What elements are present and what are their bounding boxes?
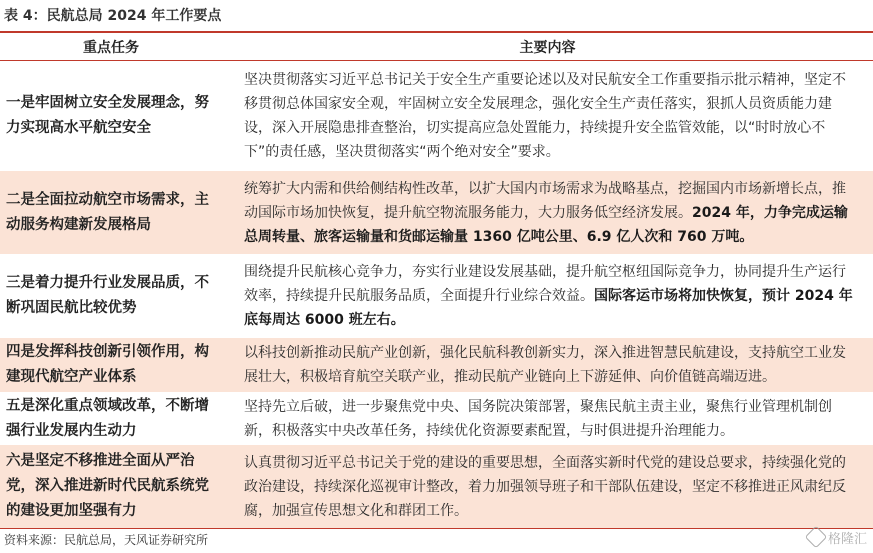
content-text: 坚持先立后破，进一步聚焦党中央、国务院决策部署，聚焦民航主责主业，聚焦行业管理机制创新，积极落实中央改革任务，持续优化资源要素配置，与时俱进提升治理能力。 (244, 398, 832, 439)
task-cell: 六是坚定不移推进全面从严治党，深入推进新时代民航系统党的建设更加坚强有力 (0, 445, 222, 528)
content-cell (222, 392, 873, 445)
bottom-rule (0, 528, 873, 529)
table-row (0, 392, 873, 445)
table-row (0, 171, 873, 254)
table-row (0, 254, 873, 338)
table-row (0, 338, 873, 392)
content-cell (222, 61, 873, 172)
header-task: 重点任务 (0, 34, 222, 61)
task-cell: 四是发挥科技创新引领作用，构建现代航空产业体系 (0, 338, 222, 392)
table-row (0, 61, 873, 172)
content-bold-text: 国际客运市场将加快恢复，预计 2024 年底每周达 6000 班左右。 (244, 288, 853, 328)
content-text: 围绕提升民航核心竞争力，夯实行业建设发展基础，提升航空枢纽国际竞争力，协同提升生产运行效率，持续提升民航服务品质，全面提升行业综合效益。 (244, 264, 846, 304)
task-cell: 五是深化重点领域改革，不断增强行业发展内生动力 (6, 397, 209, 439)
content-cell (222, 171, 873, 254)
content-text: 以科技创新推动民航产业创新，强化民航科教创新实力，深入推进智慧民航建设，支持航空工业发展壮大，积极培育航空关联产业，推动民航产业链向上下游延伸、向价值链高端迈进。 (244, 345, 846, 385)
watermark (808, 526, 867, 548)
content-cell (222, 338, 873, 392)
task-cell: 一是牢固树立安全发展理念，努力实现高水平航空安全 (6, 95, 209, 136)
top-rule (0, 31, 873, 33)
content-text: 统筹扩大内需和供给侧结构性改革，以扩大国内市场需求为战略基点，挖掘国内市场新增长点，推动国际市场加快恢复，提升航空物流服务能力，大力服务低空经济发展。 (244, 180, 846, 221)
work-points-table (0, 34, 873, 528)
header-row (0, 34, 873, 61)
content-text: 坚决贯彻落实习近平总书记关于安全生产重要论述以及对民航安全工作重要指示批示精神，坚定不移贯彻总体国家安全观，牢固树立安全发展理念，强化安全生产责任落实，狠抓人员资质能力建设，深入开展隐患排查整治，切实提高应急处置能力，持续提升安全监管效能，以“时时放心不下”的责任感，坚决贯彻落实“两个绝对安全”要求。 (244, 72, 846, 160)
header-content: 主要内容 (222, 34, 873, 61)
table-title: 表 4：民航总局 2024 年工作要点 (4, 8, 222, 24)
table-row (0, 445, 873, 528)
content-cell (222, 254, 873, 338)
content-bold-text: 2024 年，力争完成运输总周转量、旅客运输量和货邮运输量 1360 亿吨公里、6.9 亿人次和 760 万吨。 (244, 204, 848, 245)
task-cell: 二是全面拉动航空市场需求，主动服务构建新发展格局 (0, 171, 222, 254)
watermark-text: 格隆汇 (827, 531, 867, 547)
source-note: 资料来源：民航总局，天风证券研究所 (4, 533, 209, 547)
task-cell: 三是着力提升行业发展品质，不断巩固民航比较优势 (6, 275, 209, 316)
content-cell (222, 445, 873, 528)
content-text: 认真贯彻习近平总书记关于党的建设的重要思想，全面落实新时代党的建设总要求，持续强化党的政治建设，持续深化巡视审计整改，着力加强领导班子和干部队伍建设，坚定不移推进正风肃纪反腐，加强宣传思想文化和群团工作。 (244, 454, 846, 519)
watermark-logo-icon (805, 526, 828, 549)
